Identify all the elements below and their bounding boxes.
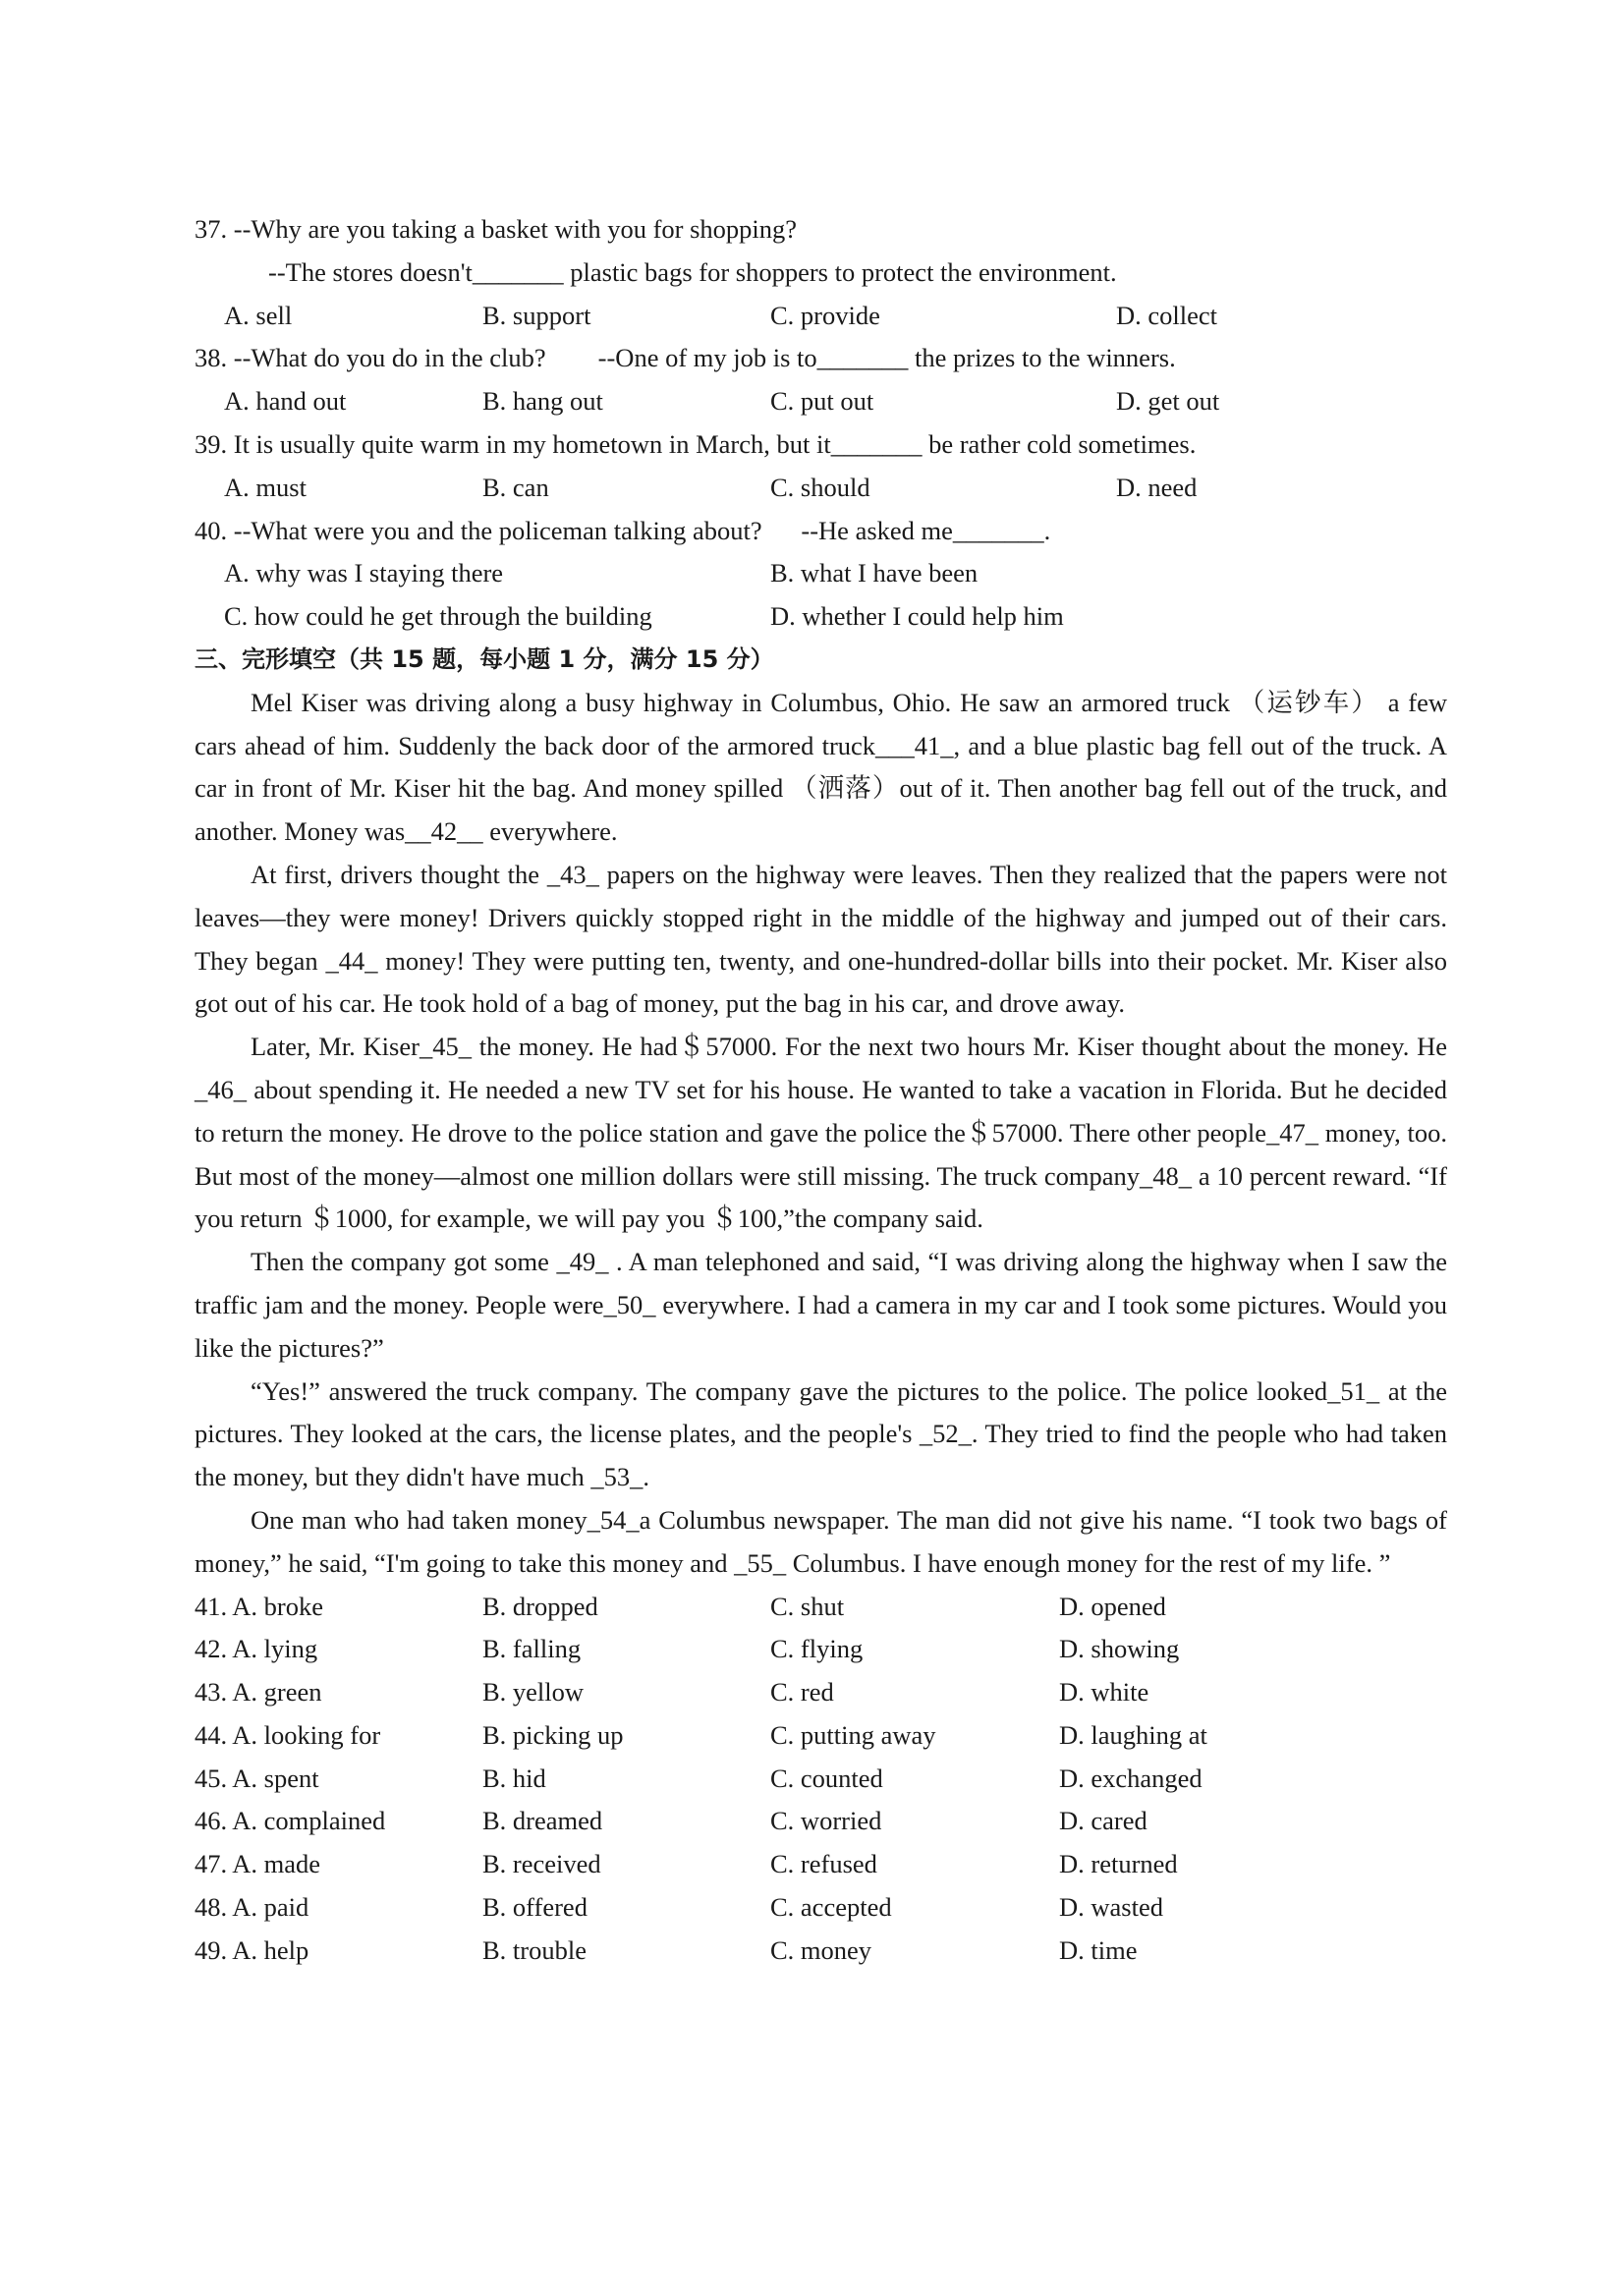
choice-b: B. dropped xyxy=(482,1591,598,1621)
choice-d: D. white xyxy=(1059,1677,1149,1708)
choice-b: B. picking up xyxy=(482,1719,624,1750)
choice-c: C. putting away xyxy=(770,1719,936,1750)
choice-row-43 xyxy=(195,1671,1447,1714)
choice-b: B. yellow xyxy=(482,1677,585,1708)
option-a: A. hand out xyxy=(224,386,347,417)
choice-a: 47. A. made xyxy=(195,1849,321,1879)
choice-a: 48. A. paid xyxy=(195,1892,309,1923)
choice-c: C. refused xyxy=(770,1849,877,1879)
question-37-options xyxy=(195,295,1447,338)
question-38-options xyxy=(195,380,1447,423)
choice-c: C. accepted xyxy=(770,1892,892,1923)
option-d: D. need xyxy=(1116,472,1198,502)
option-b: B. what I have been xyxy=(770,558,979,588)
exam-page xyxy=(195,208,1447,1973)
choice-b: B. trouble xyxy=(482,1934,587,1965)
choice-a: 42. A. lying xyxy=(195,1634,318,1664)
option-b: B. can xyxy=(482,472,549,502)
question-39-options xyxy=(195,467,1447,510)
choices-list xyxy=(195,1586,1447,1973)
choice-c: C. red xyxy=(770,1677,834,1708)
question-40-options-row1 xyxy=(195,552,1447,595)
question-38-stem: 38. --What do you do in the club? --One of my job is to_______ the prizes to the winners. xyxy=(195,343,1176,373)
choice-a: 49. A. help xyxy=(195,1934,309,1965)
choice-d: D. time xyxy=(1059,1934,1138,1965)
passage-paragraph-6: One man who had taken money_54_a Columbus newspaper. The man did not give his name. “I took two bags of money,” he said, “I'm going to take this money and _55_ Columbus. I have enough money for the rest of my life. ” xyxy=(195,1504,1447,1578)
choice-c: C. flying xyxy=(770,1634,864,1664)
choice-d: D. cared xyxy=(1059,1806,1147,1836)
option-c: C. how could he get through the building xyxy=(224,601,652,632)
option-c: C. provide xyxy=(770,300,880,330)
choice-row-49 xyxy=(195,1930,1447,1973)
passage-paragraph-3: Later, Mr. Kiser_45_ the money. He had＄57000. For the next two hours Mr. Kiser thought about the money. He _46_ about spending it. He needed a new TV set for his house. He wanted to take a vacation in Florida. But he decided to return the money. He drove to the police station and gave the police the＄57000. There other people_47_ money, too. But most of the money—almost one million dollars were still missing. The truck company_48_ a 10 percent reward. “If you return ＄1000, for example, we will pay you ＄100,”the company said. xyxy=(195,1032,1447,1234)
choice-d: D. showing xyxy=(1059,1634,1180,1664)
option-d: D. get out xyxy=(1116,386,1220,417)
passage-paragraph-1: Mel Kiser was driving along a busy highway in Columbus, Ohio. He saw an armored truck （运钞车） a few cars ahead of him. Suddenly the back door of the armored truck___41_, and a blue plastic bag fell out of the truck. A car in front of Mr. Kiser hit the bag. And money spilled （洒落）out of it. Then another bag fell out of the truck, and another. Money was__42__ everywhere. xyxy=(195,687,1447,847)
option-a: A. why was I staying there xyxy=(224,558,504,588)
choice-c: C. counted xyxy=(770,1763,883,1793)
choice-row-48 xyxy=(195,1886,1447,1930)
question-37-stem: 37. --Why are you taking a basket with you for shopping? xyxy=(195,214,798,244)
choice-d: D. laughing at xyxy=(1059,1719,1207,1750)
choice-b: B. offered xyxy=(482,1892,588,1923)
option-c: C. put out xyxy=(770,386,874,417)
passage-paragraph-2: At first, drivers thought the _43_ papers on the highway were leaves. Then they realized that the papers were not leaves—they were money! Drivers quickly stopped right in the middle of the highway and jumped out of their cars. They began _44_ money! They were putting ten, twenty, and one-hundred-dollar bills into their pocket. Mr. Kiser also got out of his car. He took hold of a bag of money, put the bag in his car, and drove away. xyxy=(195,859,1447,1019)
choice-a: 43. A. green xyxy=(195,1677,322,1708)
question-40-options-row2 xyxy=(195,595,1447,639)
choice-a: 44. A. looking for xyxy=(195,1719,381,1750)
question-39-stem: 39. It is usually quite warm in my hometown in March, but it_______ be rather cold sometimes. xyxy=(195,428,1197,459)
choice-c: C. shut xyxy=(770,1591,845,1621)
choice-row-44 xyxy=(195,1714,1447,1758)
choice-row-46 xyxy=(195,1800,1447,1843)
option-a: A. sell xyxy=(224,300,293,330)
choice-c: C. worried xyxy=(770,1806,882,1836)
question-37-reply: --The stores doesn't_______ plastic bags for shoppers to protect the environment. xyxy=(268,256,1117,287)
option-a: A. must xyxy=(224,472,307,502)
choice-row-41 xyxy=(195,1586,1447,1629)
choice-b: B. dreamed xyxy=(482,1806,603,1836)
choice-a: 41. A. broke xyxy=(195,1591,324,1621)
choice-c: C. money xyxy=(770,1934,872,1965)
choice-row-42 xyxy=(195,1628,1447,1671)
option-b: B. support xyxy=(482,300,591,330)
choice-d: D. exchanged xyxy=(1059,1763,1203,1793)
choice-d: D. opened xyxy=(1059,1591,1166,1621)
section-heading: 三、完形填空（共 15 题，每小题 1 分，满分 15 分） xyxy=(195,644,774,673)
choice-b: B. falling xyxy=(482,1634,582,1664)
option-d: D. collect xyxy=(1116,300,1218,330)
choice-d: D. wasted xyxy=(1059,1892,1163,1923)
choice-a: 46. A. complained xyxy=(195,1806,386,1836)
question-40-stem: 40. --What were you and the policeman talking about? --He asked me_______. xyxy=(195,515,1051,545)
option-c: C. should xyxy=(770,472,870,502)
choice-a: 45. A. spent xyxy=(195,1763,319,1793)
choice-b: B. received xyxy=(482,1849,601,1879)
option-d: D. whether I could help him xyxy=(770,601,1064,632)
choice-d: D. returned xyxy=(1059,1849,1178,1879)
passage-paragraph-4: Then the company got some _49_ . A man telephoned and said, “I was driving along the highway when I saw the traffic jam and the money. People were_50_ everywhere. I had a camera in my car and I took some pictures. Would you like the pictures?” xyxy=(195,1247,1447,1363)
passage-paragraph-5: “Yes!” answered the truck company. The company gave the pictures to the police. The police looked_51_ at the pictures. They looked at the cars, the license plates, and the people's _52_. They tried to find the people who had taken the money, but they didn't have much _53_. xyxy=(195,1375,1447,1492)
option-b: B. hang out xyxy=(482,386,603,417)
choice-row-45 xyxy=(195,1758,1447,1801)
choice-b: B. hid xyxy=(482,1763,546,1793)
choice-row-47 xyxy=(195,1843,1447,1886)
